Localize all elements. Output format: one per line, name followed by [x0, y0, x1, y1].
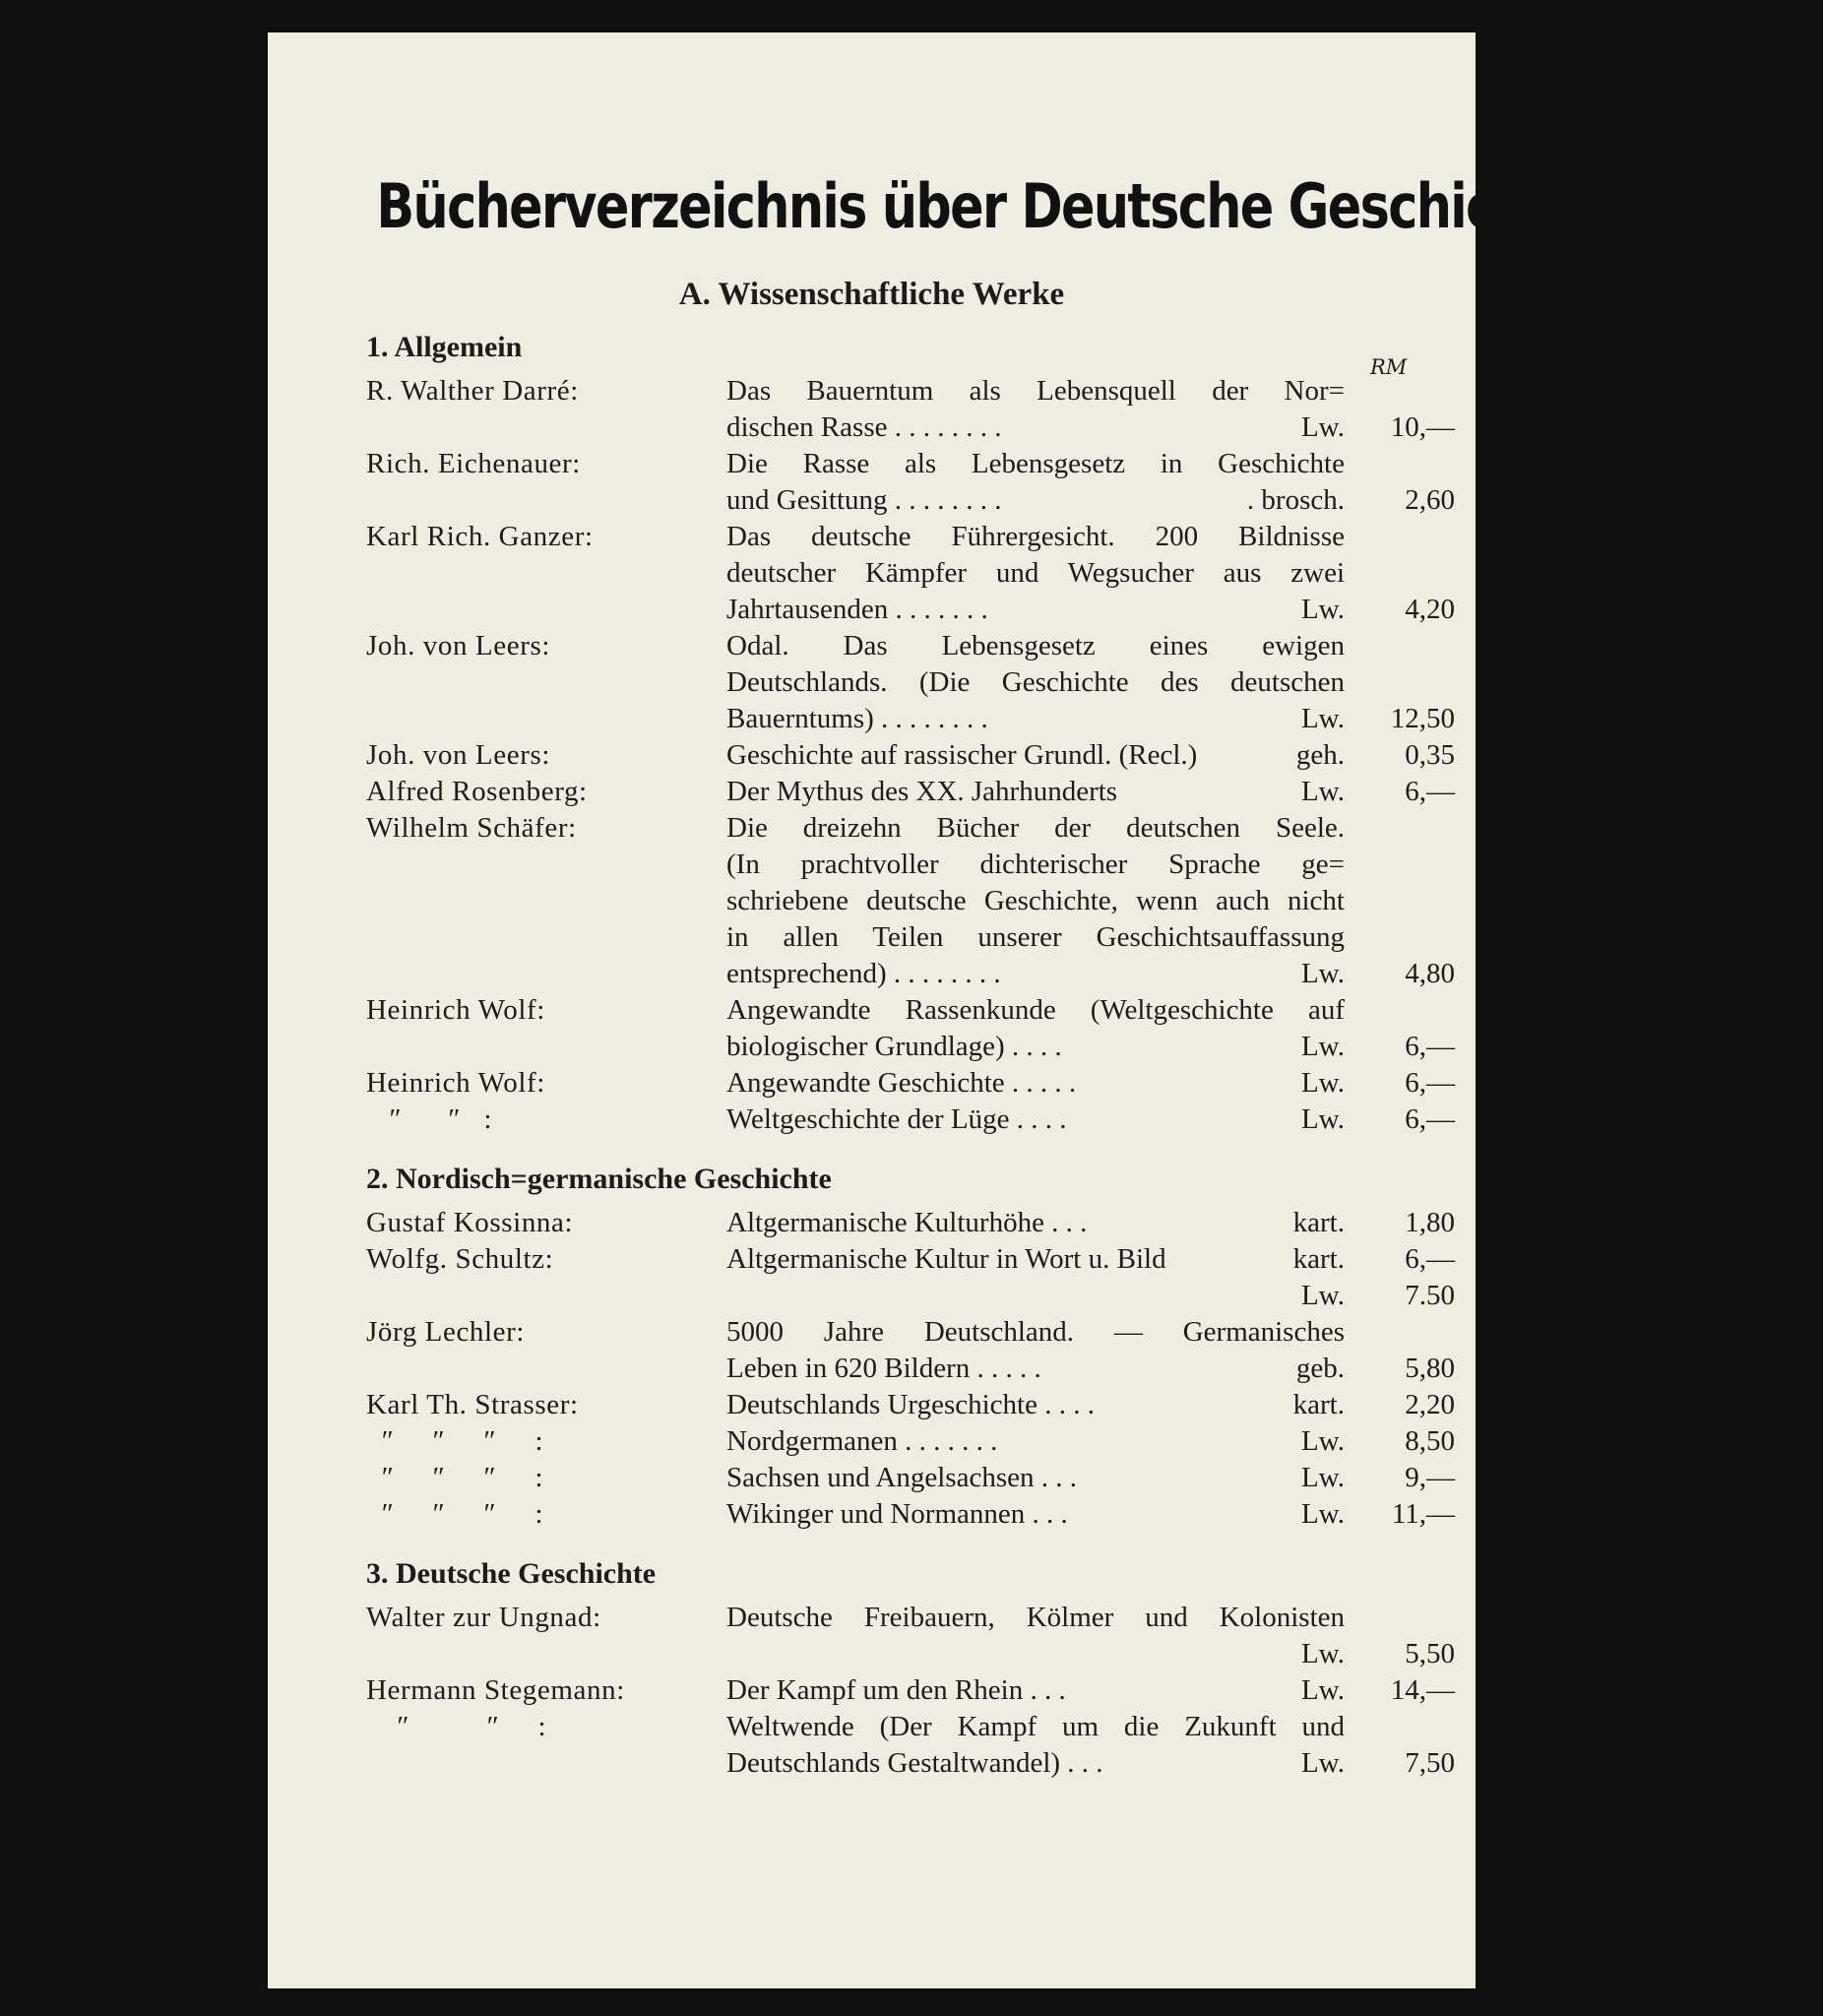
book-title-text: Nordgermanen . . . . . . . [726, 1425, 998, 1457]
price: 6,— [1405, 776, 1455, 807]
binding-format: kart. [1292, 1207, 1345, 1238]
entry-author: Jörg Lechler: [366, 1316, 526, 1348]
price [1345, 1600, 1455, 1636]
book-title-text: dischen Rasse . . . . . . . . [726, 411, 1002, 443]
entry-line [726, 519, 1455, 555]
price [1345, 810, 1455, 847]
entry-line [726, 1205, 1455, 1241]
binding-format: Lw. [1300, 1638, 1345, 1670]
book-entry [366, 519, 1469, 628]
entry-line [726, 410, 1455, 446]
price: 12,50 [1390, 703, 1455, 734]
binding-format: Lw. [1300, 776, 1345, 807]
entry-author: ″ ″ ″ : [366, 1425, 544, 1457]
price [1345, 555, 1455, 592]
currency-header: RM [1370, 355, 1408, 379]
binding-format: Lw. [1300, 1674, 1345, 1706]
book-title-text: Odal. Das Lebensgesetz eines ewigen [726, 630, 1345, 662]
entry-line [726, 1241, 1455, 1278]
book-title-text: Weltwende (Der Kampf um die Zukunft und [726, 1711, 1345, 1742]
book-title-text: Angewandte Geschichte . . . . . [726, 1067, 1077, 1099]
book-title-text: Deutschlands Urgeschichte . . . . [726, 1389, 1095, 1420]
book-entry [366, 1065, 1469, 1102]
book-title-text: deutscher Kämpfer und Wegsucher aus zwei [726, 557, 1345, 589]
entry-line [726, 1636, 1455, 1672]
binding-format: kart. [1292, 1243, 1345, 1275]
entry-lines [726, 373, 1455, 446]
book-entry [366, 810, 1469, 992]
price: 4,20 [1405, 594, 1455, 625]
price [1345, 847, 1455, 883]
entry-lines [726, 1423, 1455, 1460]
entry-line [726, 1029, 1455, 1065]
entry-lines [726, 519, 1455, 628]
entry-line [726, 1460, 1455, 1496]
book-title-text: Angewandte Rassenkunde (Weltgeschichte auf [726, 994, 1345, 1026]
binding-format: Lw. [1300, 1280, 1345, 1311]
book-title-text: Das Bauerntum als Lebensquell der Nor= [726, 375, 1345, 407]
entry-line [726, 1102, 1455, 1138]
binding-format: . brosch. [1246, 484, 1345, 516]
price [1345, 883, 1455, 919]
book-title-text: Die Rasse als Lebensgesetz in Geschichte [726, 448, 1345, 479]
entry-line [726, 1278, 1455, 1314]
entry-author: Karl Th. Strasser: [366, 1389, 579, 1420]
price: 7,50 [1405, 1747, 1455, 1779]
entry-author: ″ ″ ″ : [366, 1462, 544, 1493]
document-title: Bücherverzeichnis über Deutsche Geschichte [376, 170, 1583, 242]
entry-lines [726, 1709, 1455, 1782]
price [1345, 992, 1455, 1029]
binding-format: Lw. [1300, 1498, 1345, 1530]
price: 6,— [1405, 1067, 1455, 1099]
binding-format: Lw. [1300, 703, 1345, 734]
entry-author: ″ ″ : [366, 1103, 493, 1135]
binding-format: geb. [1295, 1353, 1345, 1384]
book-title-text [726, 1278, 1288, 1314]
price: 14,— [1390, 1674, 1455, 1706]
book-title-text: Die dreizehn Bücher der deutschen Seele. [726, 812, 1345, 844]
price: 2,20 [1405, 1389, 1455, 1420]
book-title-text: Das deutsche Führergesicht. 200 Bildnisse [726, 521, 1345, 552]
entry-lines [726, 1205, 1455, 1241]
book-entry [366, 1241, 1469, 1314]
entry-lines [726, 446, 1455, 519]
entry-author: Walter zur Ungnad: [366, 1602, 601, 1633]
price: 11,— [1391, 1498, 1455, 1530]
entry-line [726, 810, 1455, 847]
entry-author: R. Walther Darré: [366, 375, 579, 407]
book-title-text: Altgermanische Kulturhöhe . . . [726, 1207, 1088, 1238]
price [1345, 1314, 1455, 1351]
entry-line [726, 1423, 1455, 1460]
binding-format: Lw. [1300, 594, 1345, 625]
book-entry [366, 373, 1469, 446]
document-page [268, 32, 1583, 1988]
price: 6,— [1405, 1243, 1455, 1275]
book-entry [366, 1423, 1469, 1460]
book-entry [366, 1496, 1469, 1533]
book-title-text: Sachsen und Angelsachsen . . . [726, 1462, 1077, 1493]
entry-line [726, 1672, 1455, 1709]
entry-lines [726, 1065, 1455, 1102]
section-heading: 1. Allgemein [366, 331, 523, 363]
entry-line [726, 1496, 1455, 1533]
book-title-text: biologischer Grundlage) . . . . [726, 1031, 1062, 1062]
book-title-text: Deutschlands. (Die Geschichte des deutschen [726, 666, 1345, 698]
price: 9,— [1405, 1462, 1455, 1493]
price: 8,50 [1405, 1425, 1455, 1457]
binding-format: geh. [1295, 739, 1345, 771]
price: 6,— [1405, 1103, 1455, 1135]
entry-lines [726, 737, 1455, 774]
entry-author: Hermann Stegemann: [366, 1674, 625, 1706]
price [1345, 519, 1455, 555]
price: 5,50 [1405, 1638, 1455, 1670]
price: 6,— [1405, 1031, 1455, 1062]
book-title-text [726, 1636, 1288, 1672]
entry-line [726, 701, 1455, 737]
entry-author: Heinrich Wolf: [366, 1067, 545, 1099]
entry-line [726, 373, 1455, 410]
entry-line [726, 446, 1455, 482]
book-title-text: schriebene deutsche Geschichte, wenn auch nicht [726, 885, 1345, 916]
price [1345, 1709, 1455, 1745]
entry-author: Joh. von Leers: [366, 630, 550, 662]
entry-lines [726, 1600, 1455, 1672]
price: 10,— [1390, 411, 1455, 443]
entry-lines [726, 992, 1455, 1065]
entry-line [726, 1314, 1455, 1351]
entry-author: Heinrich Wolf: [366, 994, 545, 1026]
price: 4,80 [1405, 958, 1455, 989]
entry-line [726, 482, 1455, 519]
book-title-text: und Gesittung . . . . . . . . [726, 484, 1002, 516]
entry-line [726, 1745, 1455, 1782]
entry-line [726, 847, 1455, 883]
entry-line [726, 737, 1455, 774]
book-title-text: 5000 Jahre Deutschland. — Germanisches [726, 1316, 1345, 1348]
book-title-text: Deutschlands Gestaltwandel) . . . [726, 1747, 1103, 1779]
entry-lines [726, 1102, 1455, 1138]
binding-format: Lw. [1300, 1747, 1345, 1779]
book-section [366, 1160, 1469, 1533]
price: 5,80 [1405, 1353, 1455, 1384]
entry-line [726, 919, 1455, 956]
entry-author: Joh. von Leers: [366, 739, 550, 771]
book-entry [366, 1387, 1469, 1423]
book-title-text: entsprechend) . . . . . . . . [726, 958, 1001, 989]
book-title-text: Der Mythus des XX. Jahrhunderts [726, 776, 1118, 807]
book-entry [366, 774, 1469, 810]
entry-line [726, 1709, 1455, 1745]
section-heading: 2. Nordisch=germanische Geschichte [366, 1163, 832, 1195]
entry-lines [726, 810, 1455, 992]
book-section [366, 1554, 1469, 1782]
price [1345, 446, 1455, 482]
book-entry [366, 992, 1469, 1065]
price: 2,60 [1405, 484, 1455, 516]
entry-lines [726, 1241, 1455, 1314]
entry-line [726, 592, 1455, 628]
book-title-text: Weltgeschichte der Lüge . . . . [726, 1103, 1067, 1135]
entry-lines [726, 1314, 1455, 1387]
book-section [366, 328, 1469, 1138]
book-list [366, 328, 1469, 1803]
book-title-text: Geschichte auf rassischer Grundl. (Recl.) [726, 739, 1198, 771]
entry-line [726, 555, 1455, 592]
entry-lines [726, 1460, 1455, 1496]
binding-format: kart. [1292, 1389, 1345, 1420]
binding-format: Lw. [1300, 1462, 1345, 1493]
book-entry [366, 1314, 1469, 1387]
entry-author: Rich. Eichenauer: [366, 448, 581, 479]
entry-lines [726, 1496, 1455, 1533]
price: 7.50 [1405, 1280, 1455, 1311]
entry-lines [726, 774, 1455, 810]
book-title-text: Wikinger und Normannen . . . [726, 1498, 1068, 1530]
book-title-text: Der Kampf um den Rhein . . . [726, 1674, 1066, 1706]
entry-line [726, 628, 1455, 664]
entry-line [726, 992, 1455, 1029]
binding-format: Lw. [1300, 1103, 1345, 1135]
entry-line [726, 1387, 1455, 1423]
book-entry [366, 737, 1469, 774]
entry-line [726, 1065, 1455, 1102]
book-title-text: in allen Teilen unserer Geschichtsauffassung [726, 921, 1345, 953]
book-title-text: Deutsche Freibauern, Kölmer und Kolonisten [726, 1602, 1345, 1633]
entry-lines [726, 628, 1455, 737]
book-entry [366, 628, 1469, 737]
book-title-text: Jahrtausenden . . . . . . . [726, 594, 988, 625]
binding-format: Lw. [1300, 958, 1345, 989]
entry-lines [726, 1387, 1455, 1423]
book-title-text: Bauerntums) . . . . . . . . [726, 703, 988, 734]
entry-author: ″ ″ ″ : [366, 1498, 544, 1530]
entry-line [726, 883, 1455, 919]
book-entry [366, 1102, 1469, 1138]
price [1345, 373, 1455, 410]
entry-line [726, 956, 1455, 992]
price: 1,80 [1405, 1207, 1455, 1238]
entry-line [726, 664, 1455, 701]
entry-author: Gustaf Kossinna: [366, 1207, 574, 1238]
section-subtitle: A. Wissenschaftliche Werke [678, 277, 1065, 312]
price [1345, 664, 1455, 701]
book-entry [366, 446, 1469, 519]
price [1345, 919, 1455, 956]
binding-format: Lw. [1300, 1067, 1345, 1099]
entry-lines [726, 1672, 1455, 1709]
entry-author: Alfred Rosenberg: [366, 776, 588, 807]
price: 0,35 [1405, 739, 1455, 771]
book-entry [366, 1709, 1469, 1782]
entry-author: ″ ″ : [366, 1711, 547, 1742]
binding-format: Lw. [1300, 1031, 1345, 1062]
book-entry [366, 1600, 1469, 1672]
book-entry [366, 1672, 1469, 1709]
book-entry [366, 1205, 1469, 1241]
binding-format: Lw. [1300, 411, 1345, 443]
book-title-text: Leben in 620 Bildern . . . . . [726, 1353, 1041, 1384]
entry-line [726, 1351, 1455, 1387]
binding-format: Lw. [1300, 1425, 1345, 1457]
entry-author: Wilhelm Schäfer: [366, 812, 577, 844]
price [1345, 628, 1455, 664]
entry-line [726, 774, 1455, 810]
section-heading: 3. Deutsche Geschichte [366, 1557, 657, 1590]
entry-author: Wolfg. Schultz: [366, 1243, 554, 1275]
entry-author: Karl Rich. Ganzer: [366, 521, 594, 552]
book-title-text: Altgermanische Kultur in Wort u. Bild [726, 1243, 1166, 1275]
entry-line [726, 1600, 1455, 1636]
book-title-text: (In prachtvoller dichterischer Sprache ge= [726, 849, 1345, 880]
book-entry [366, 1460, 1469, 1496]
